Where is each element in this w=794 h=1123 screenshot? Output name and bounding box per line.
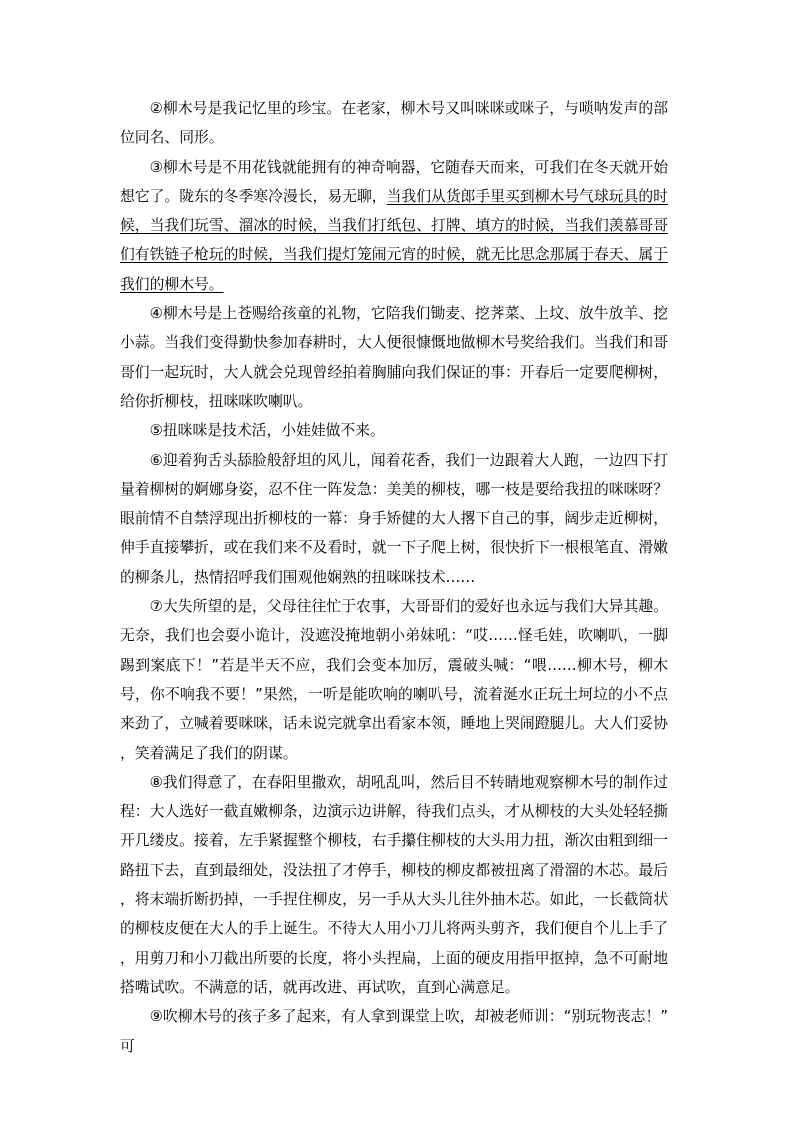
paragraph-5 — [120, 416, 668, 445]
paragraph-text: ⑨吹柳木号的孩子多了起来，有人拿到课堂上吹，却被老师训：“别玩物丧志！”可 — [120, 1008, 668, 1055]
paragraph-6 — [120, 446, 668, 592]
paragraph-8 — [120, 768, 668, 1002]
paragraph-text: ⑤扭咪咪是技术活，小娃娃做不来。 — [149, 422, 385, 440]
paragraph-text: ③柳木号是不用花钱就能拥有的神奇响器，它随春天而来，可我们在冬天就开始想它了。陇东的冬季寒冷漫长，易无聊， — [120, 158, 668, 205]
paragraph-9 — [120, 1002, 668, 1061]
paragraph-text: ②柳木号是我记忆里的珍宝。在老家，柳木号又叫咪咪或咪子，与唢呐发声的部位同名、同形。 — [120, 100, 668, 147]
paragraph-text: ⑥迎着狗舌头舔脸般舒坦的风儿，闻着花香，我们一边跟着大人跑，一边四下打量着柳树的婀娜身姿，忍不住一阵发急：美美的柳枝，哪一枝是要给我扭的咪咪呀？眼前情不自禁浮现出折柳枝的一幕：身手矫健的大人撂下自己的事，阔步走近柳树，伸手直接攀折，或在我们来不及看时，就一下子爬上树，很快折下一根根笔直、滑嫩的柳条儿，热情招呼我们围观他娴熟的扭咪咪技术…… — [120, 451, 668, 586]
paragraph-text: ⑦大失所望的是，父母往往忙于农事，大哥哥们的爱好也永远与我们大异其趣。无奈，我们也会耍小诡计，没遮没掩地朝小弟妹吼：“哎……怪毛娃，吹喇叭，一脚踢到案底下！”若是半天不应，我们会变本加厉，震破头喊：“喂……柳木号，柳木号，你不响我不要！”果然，一听是能吹响的喇叭号，流着涎水正玩土坷垃的小不点来劲了，立喊着要咪咪，话未说完就拿出看家本领，睡地上哭闹蹬腿儿。大人们妥协，笑着满足了我们的阴谋。 — [120, 598, 668, 762]
paragraph-text: ④柳木号是上苍赐给孩童的礼物，它陪我们锄麦、挖荠菜、上坟、放牛放羊、挖小蒜。当我们变得勤快参加春耕时，大人便很慷慨地做柳木号奖给我们。当我们和哥哥们一起玩时，大人就会兑现曾经拍着胸脯向我们保证的事：开春后一定要爬柳树，给你折柳枝，扭咪咪吹喇叭。 — [120, 305, 668, 410]
paragraph-4 — [120, 299, 668, 416]
underlined-passage: 当我们从货郎手里买到柳木号气球玩具的时候，当我们玩雪、溜冰的时候，当我们打纸包、打牌、填方的时候，当我们羡慕哥哥们有铁链子枪玩的时候，当我们提灯笼闹元宵的时候，就无比思念那属于春天、属于我们的柳木号。 — [120, 187, 668, 293]
paragraph-2 — [120, 94, 668, 153]
document-page — [120, 94, 668, 1061]
paragraph-7 — [120, 592, 668, 768]
paragraph-3 — [120, 153, 668, 299]
paragraph-text: ⑧我们得意了，在春阳里撒欢，胡吼乱叫，然后目不转睛地观察柳木号的制作过程：大人选好一截直嫩柳条，边演示边讲解，待我们点头，才从柳枝的大头处轻轻撕开几缕皮。接着，左手紧握整个柳枝，右手攥住柳枝的大头用力扭，渐次由粗到细一路扭下去，直到最细处，没法扭了才停手，柳枝的柳皮都被扭离了滑溜的木芯。最后，将末端折断扔掉，一手捏住柳皮，另一手从大头儿往外抽木芯。如此，一长截筒状的柳枝皮便在大人的手上诞生。不待大人用小刀儿将两头剪齐，我们便自个儿上手了，用剪刀和小刀截出所要的长度，将小头捏扁，上面的硬皮用指甲抠掉，急不可耐地搭嘴试吹。不满意的话，就再改进、再试吹，直到心满意足。 — [120, 773, 668, 996]
